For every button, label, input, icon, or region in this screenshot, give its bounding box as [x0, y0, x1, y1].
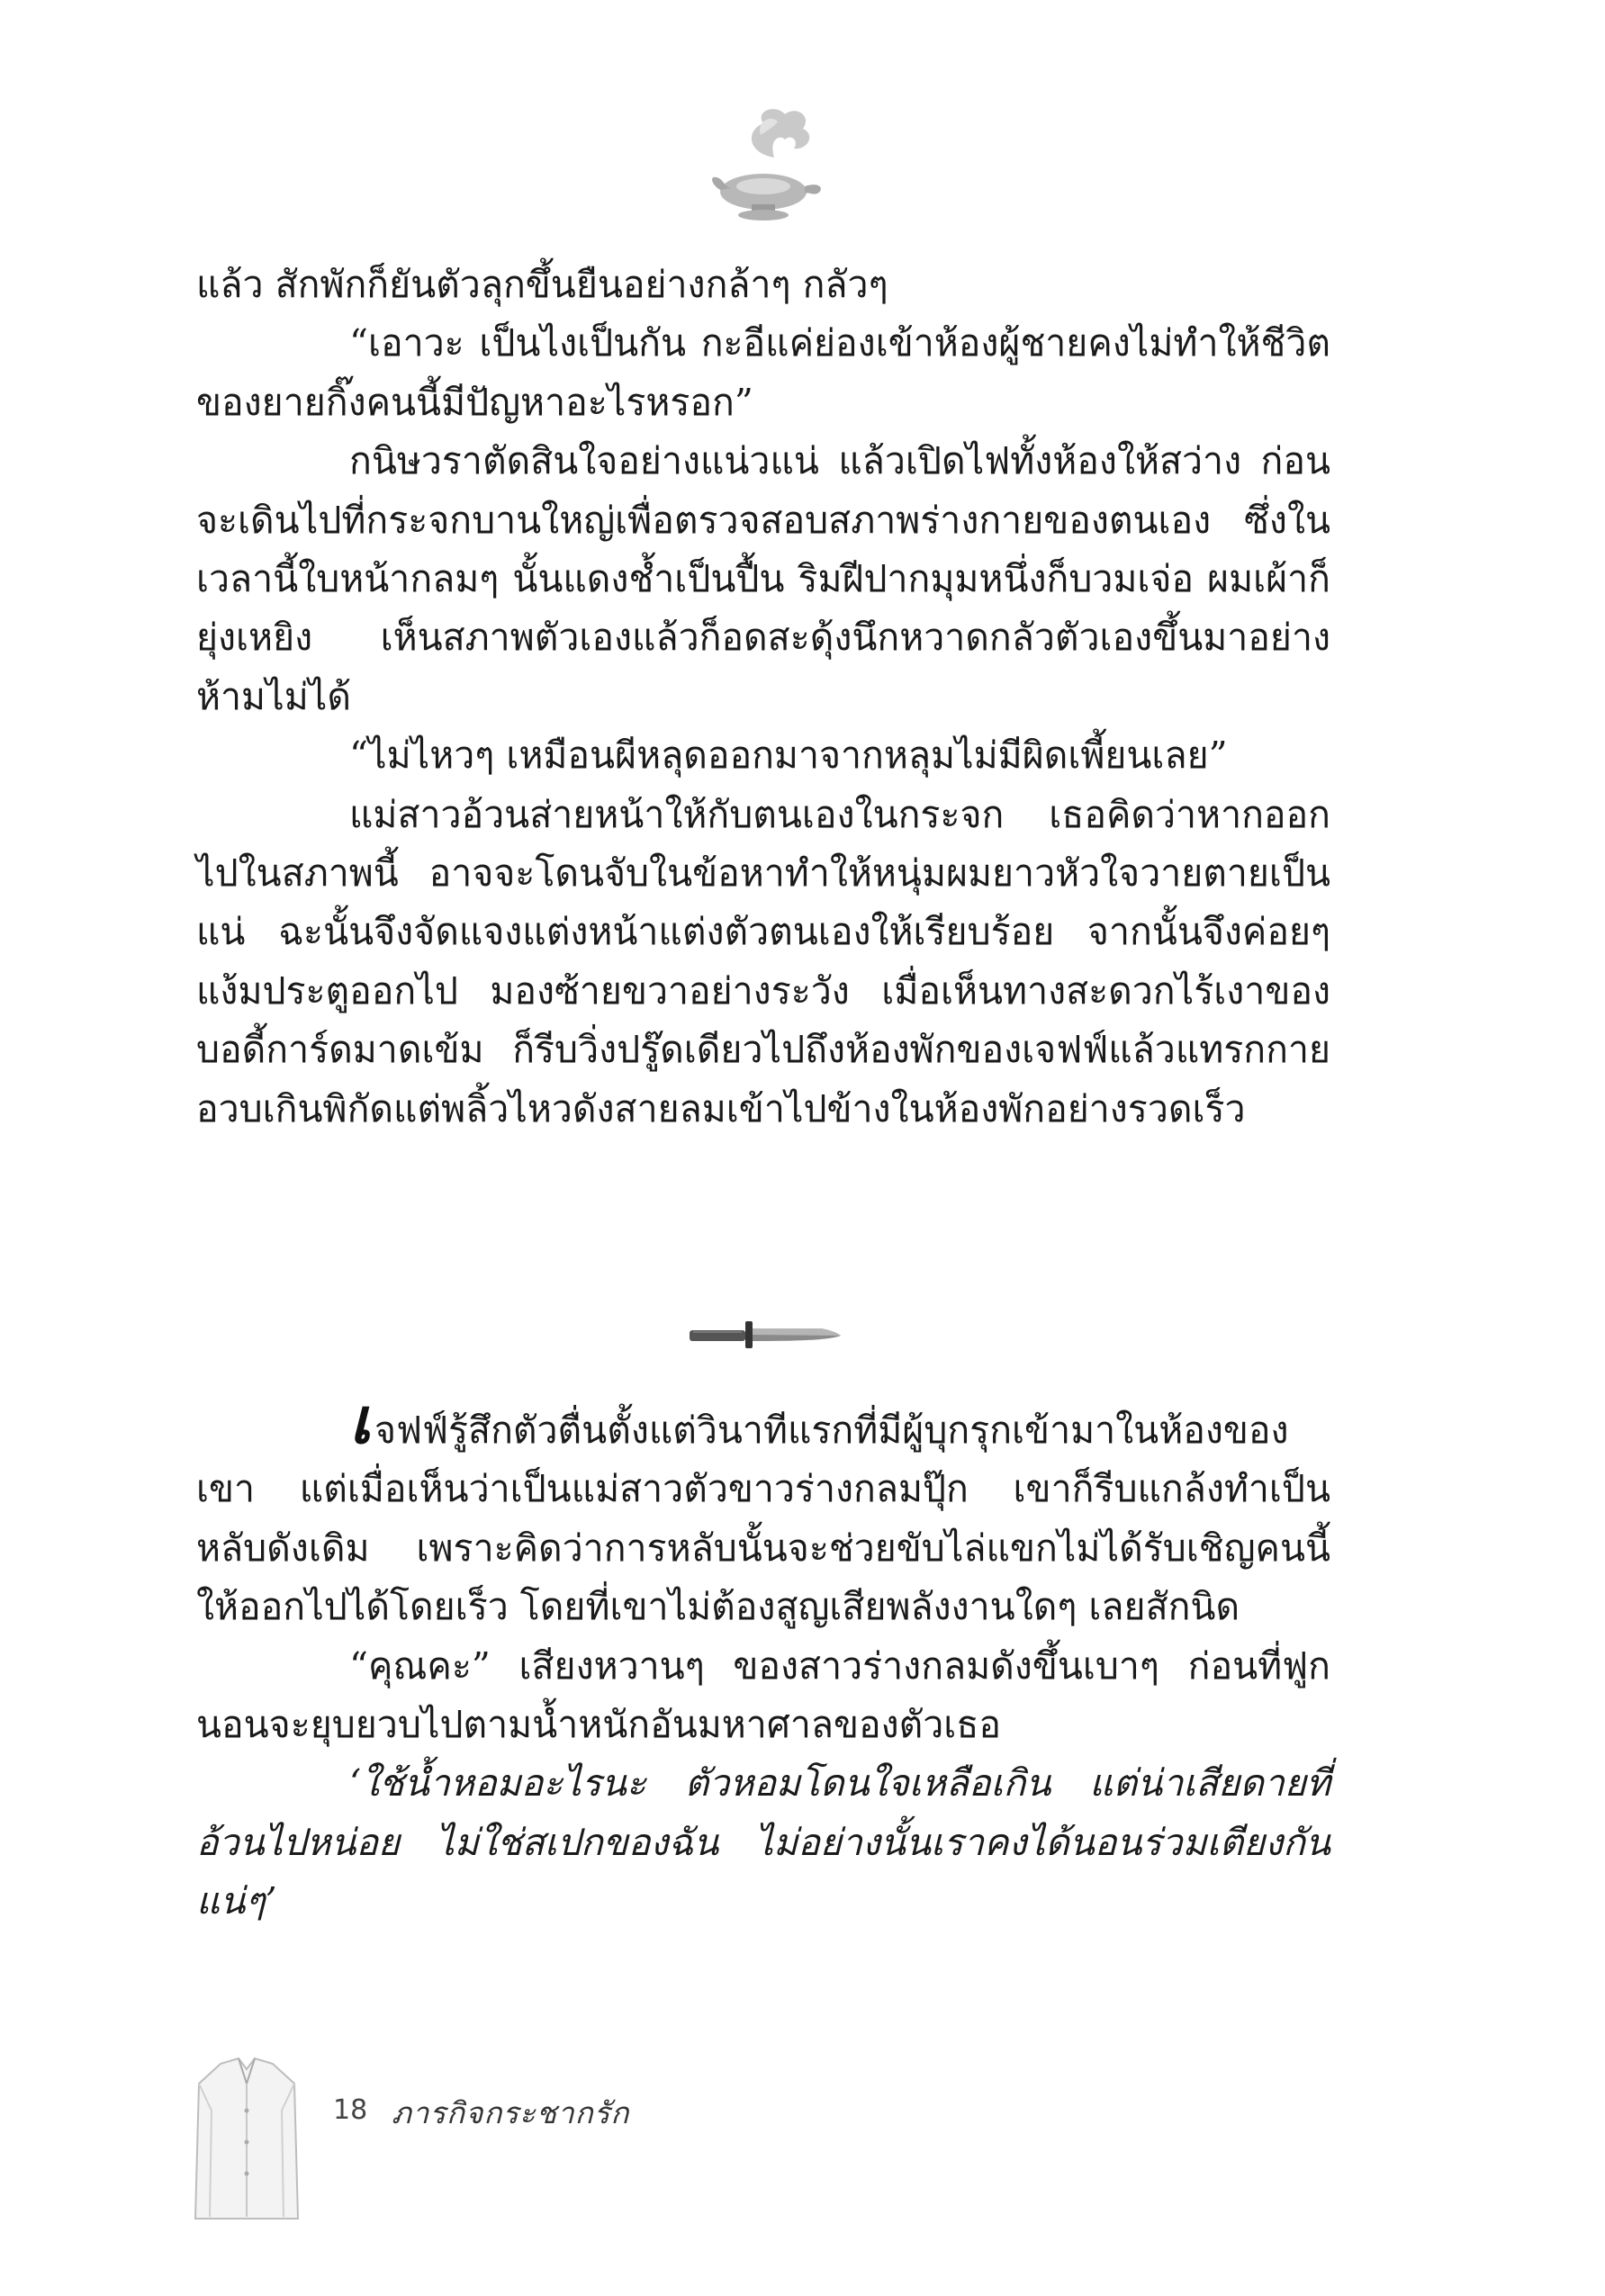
page-number: 18	[333, 2094, 368, 2126]
paragraph-4: “ไม่ไหวๆ เหมือนผีหลุดออกมาจากหลุมไม่มีผิดเพี้ยนเลย”	[349, 734, 1228, 778]
thought-paragraph: ‘ใช้น้ำหอมอะไรนะ ตัวหอมโดนใจเหลือเกิน แต่น่าเสียดายที่อ้วนไปหน่อย ไม่ใช่สเปกของฉัน ไม่อย่างนั้นเราคงได้นอนร่วมเตียงกันแน่ๆ’	[196, 1761, 1330, 1923]
section-2	[196, 1383, 1330, 1931]
paragraph-dropcap	[196, 1383, 1330, 1637]
book-title: ภารกิจกระชากรัก	[392, 2095, 630, 2130]
knife-divider-icon	[686, 1314, 843, 1355]
section-1	[196, 256, 1330, 1139]
paragraph-dropcap-text: จฟฟ์รู้สึกตัวตื่นตั้งแต่วินาทีแรกที่มีผู้บุกรุกเข้ามาในห้องของเขา แต่เมื่อเห็นว่าเป็นแม่สาวตัวขาวร่างกลมปุ๊ก เขาก็รีบแกล้งทำเป็นหลับดังเดิม เพราะคิดว่าการหลับนั้นจะช่วยขับไล่แขกไม่ได้รับเชิญคนนี้ให้ออกไปได้โดยเร็ว โดยที่เขาไม่ต้องสูญเสียพลังงานใดๆ เลยสักนิด	[196, 1409, 1330, 1629]
white-shirt-icon	[194, 2057, 300, 2223]
paragraph-1: แล้ว สักพักก็ยันตัวลุกขึ้นยืนอย่างกล้าๆ กลัวๆ	[196, 263, 888, 306]
genie-lamp-icon	[711, 104, 828, 230]
page-footer	[194, 2057, 734, 2228]
paragraph-3: กนิษวราตัดสินใจอย่างแน่วแน่ แล้วเปิดไฟทั้งห้องให้สว่าง ก่อนจะเดินไปที่กระจกบานใหญ่เพื่อตรวจสอบสภาพร่างกายของตนเอง ซึ่งในเวลานี้ใบหน้ากลมๆ นั้นแดงช้ำเป็นปื้น ริมฝีปากมุมหนึ่งก็บวมเจ่อ ผมเผ้าก็ยุ่งเหยิง เห็นสภาพตัวเองแล้วก็อดสะดุ้งนึกหวาดกลัวตัวเองขึ้นมาอย่างห้ามไม่ได้	[196, 439, 1330, 718]
dialogue-paragraph: “คุณคะ” เสียงหวานๆ ของสาวร่างกลมดังขึ้นเบาๆ ก่อนที่ฟูกนอนจะยุบยวบไปตามน้ำหนักอันมหาศาลของตัวเธอ	[196, 1643, 1330, 1747]
paragraph-2: “เอาวะ เป็นไงเป็นกัน กะอีแค่ย่องเข้าห้องผู้ชายคงไม่ทำให้ชีวิตของยายกิ๊งคนนี้มีปัญหาอะไรหรอก”	[196, 321, 1330, 424]
paragraph-5: แม่สาวอ้วนส่ายหน้าให้กับตนเองในกระจก เธอคิดว่าหากออกไปในสภาพนี้ อาจจะโดนจับในข้อหาทำให้หนุ่มผมยาวหัวใจวายตายเป็นแน่ ฉะนั้นจึงจัดแจงแต่งหน้าแต่งตัวตนเองให้เรียบร้อย จากนั้นจึงค่อยๆ แง้มประตูออกไป มองซ้ายขวาอย่างระวัง เมื่อเห็นทางสะดวกไร้เงาของบอดี้การ์ดมาดเข้ม ก็รีบวิ่งปรู๊ดเดียวไปถึงห้องพักของเจฟฟ์แล้วแทรกกายอวบเกินพิกัดแต่พลิ้วไหวดังสายลมเข้าไปข้างในห้องพักอย่างรวดเร็ว	[196, 792, 1330, 1130]
drop-cap: เ	[349, 1383, 371, 1458]
